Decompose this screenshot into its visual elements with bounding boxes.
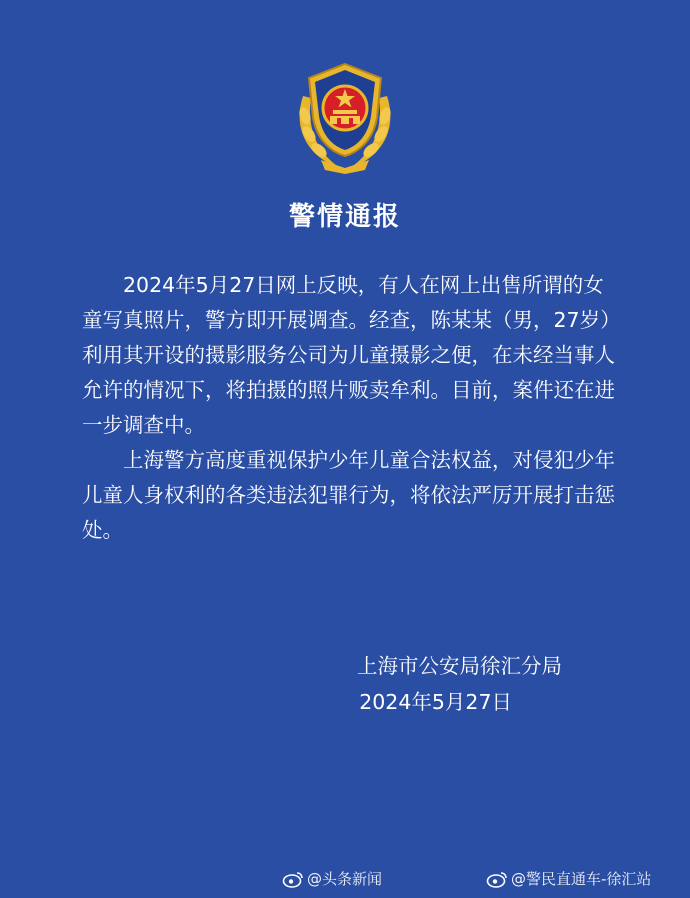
notice-body: [82, 268, 622, 548]
weibo-icon: [282, 870, 304, 888]
notice-title: 警情通报: [288, 202, 401, 232]
signature-org: 上海市公安局徐汇分局: [357, 654, 562, 678]
notice-signature: [357, 648, 562, 720]
weibo-icon: [486, 870, 508, 888]
watermark-jingmin: [486, 868, 651, 889]
watermark-toutiao: [282, 868, 382, 889]
notice-paragraph-2: 上海警方高度重视保护少年儿童合法权益，对侵犯少年儿童人身权利的各类违法犯罪行为，将依法严厉开展打击惩处。: [82, 448, 615, 542]
notice-paragraph-1: 2024年5月27日网上反映，有人在网上出售所谓的女童写真照片，警方即开展调查。经查，陈某某（男，27岁）利用其开设的摄影服务公司为儿童摄影之便，在未经当事人允许的情况下，将拍摄的照片贩卖牟利。目前，案件还在进一步调查中。: [82, 273, 621, 437]
signature-date: 2024年5月27日: [359, 690, 512, 714]
police-emblem-icon: [285, 56, 405, 176]
watermark-text: @警民直通车-徐汇站: [511, 870, 652, 888]
watermark-text: @头条新闻: [307, 870, 383, 888]
